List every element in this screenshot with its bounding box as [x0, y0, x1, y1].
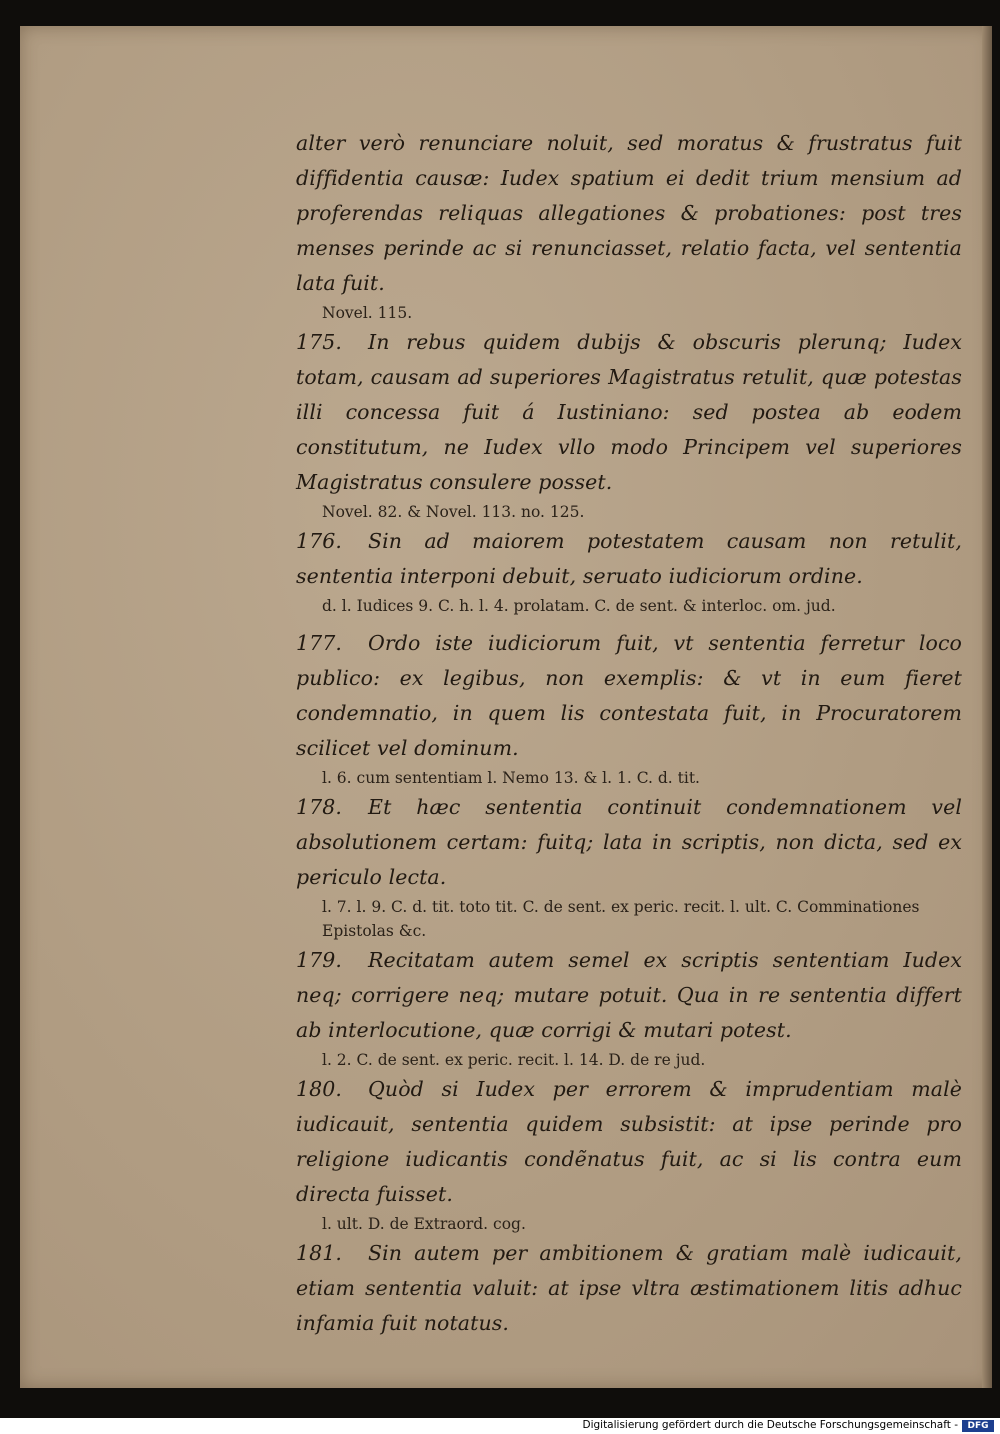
- section-text: Recitatam autem semel ex scriptis sententiam Iudex neq; corrigere neq; mutare potuit. Qua in re sententia differt ab interlocutione, quæ corrigi & mutari potest.: [296, 948, 962, 1042]
- section-reference: l. 7. l. 9. C. d. tit. toto tit. C. de sent. ex peric. recit. l. ult. C. Comminationes Epistolas &c.: [322, 898, 920, 940]
- section-number: 177.: [296, 631, 343, 655]
- section-number: 176.: [296, 529, 343, 553]
- section-177: [296, 626, 962, 790]
- section-176: [296, 524, 962, 618]
- funding-credit: Digitalisierung gefördert durch die Deutsche Forschungsgemeinschaft -: [582, 1419, 958, 1431]
- page-text-block: [296, 126, 962, 1341]
- section-178: [296, 790, 962, 943]
- section-text: Quòd si Iudex per errorem & imprudentiam malè iudicauit, sententia quidem subsistit: at ipse perinde pro religione iudicantis condẽnatus fuit, ac si lis contra eum directa fuisset.: [296, 1077, 962, 1206]
- intro-paragraph: alter verò renunciare noluit, sed moratus & frustratus fuit diffidentia causæ: Iudex spatium ei dedit trium mensium ad proferendas reliquas allegationes & probationes: post tres menses perinde ac si renunciasset, relatio facta, vel sententia lata fuit.: [296, 131, 962, 295]
- section-text: Et hæc sententia continuit condemnationem vel absolutionem certam: fuitq; lata in scriptis, non dicta, sed ex periculo lecta.: [296, 795, 962, 889]
- section-reference: l. 2. C. de sent. ex peric. recit. l. 14. D. de re jud.: [322, 1051, 706, 1069]
- section-reference: l. 6. cum sententiam l. Nemo 13. & l. 1. C. d. tit.: [322, 769, 700, 787]
- section-179: [296, 943, 962, 1072]
- section-text: Ordo iste iudiciorum fuit, vt sententia ferretur loco publico: ex legibus, non exemplis: & vt in eum fieret condemnatio, in quem lis contestata fuit, in Procuratorem scilicet vel dominum.: [296, 631, 962, 760]
- section-number: 175.: [296, 330, 343, 354]
- section-text: Sin ad maiorem potestatem causam non retulit, sententia interponi debuit, seruato iudiciorum ordine.: [296, 529, 962, 588]
- section-number: 179.: [296, 948, 343, 972]
- section-reference: d. l. Iudices 9. C. h. l. 4. prolatam. C. de sent. & interloc. om. jud.: [322, 597, 836, 615]
- section-number: 181.: [296, 1241, 343, 1265]
- dfg-logo: DFG: [962, 1420, 994, 1432]
- section-reference: Novel. 82. & Novel. 113. no. 125.: [322, 503, 585, 521]
- section-181: [296, 1236, 962, 1341]
- section-number: 178.: [296, 795, 343, 819]
- intro-reference: Novel. 115.: [322, 304, 413, 322]
- section-180: [296, 1072, 962, 1236]
- footer-bar: [0, 1418, 1000, 1434]
- section-number: 180.: [296, 1077, 343, 1101]
- section-reference: l. ult. D. de Extraord. cog.: [322, 1215, 526, 1233]
- section-text: Sin autem per ambitionem & gratiam malè iudicauit, etiam sententia valuit: at ipse vltra æstimationem litis adhuc infamia fuit notatus.: [296, 1241, 962, 1335]
- section-175: [296, 325, 962, 524]
- section-text: In rebus quidem dubijs & obscuris plerunq; Iudex totam, causam ad superiores Magistratus retulit, quæ potestas illi concessa fuit á Iustiniano: sed postea ab eodem constitutum, ne Iudex vllo modo Principem vel superiores Magistratus consulere posset.: [296, 330, 962, 494]
- page-spine-edge: [982, 26, 992, 1388]
